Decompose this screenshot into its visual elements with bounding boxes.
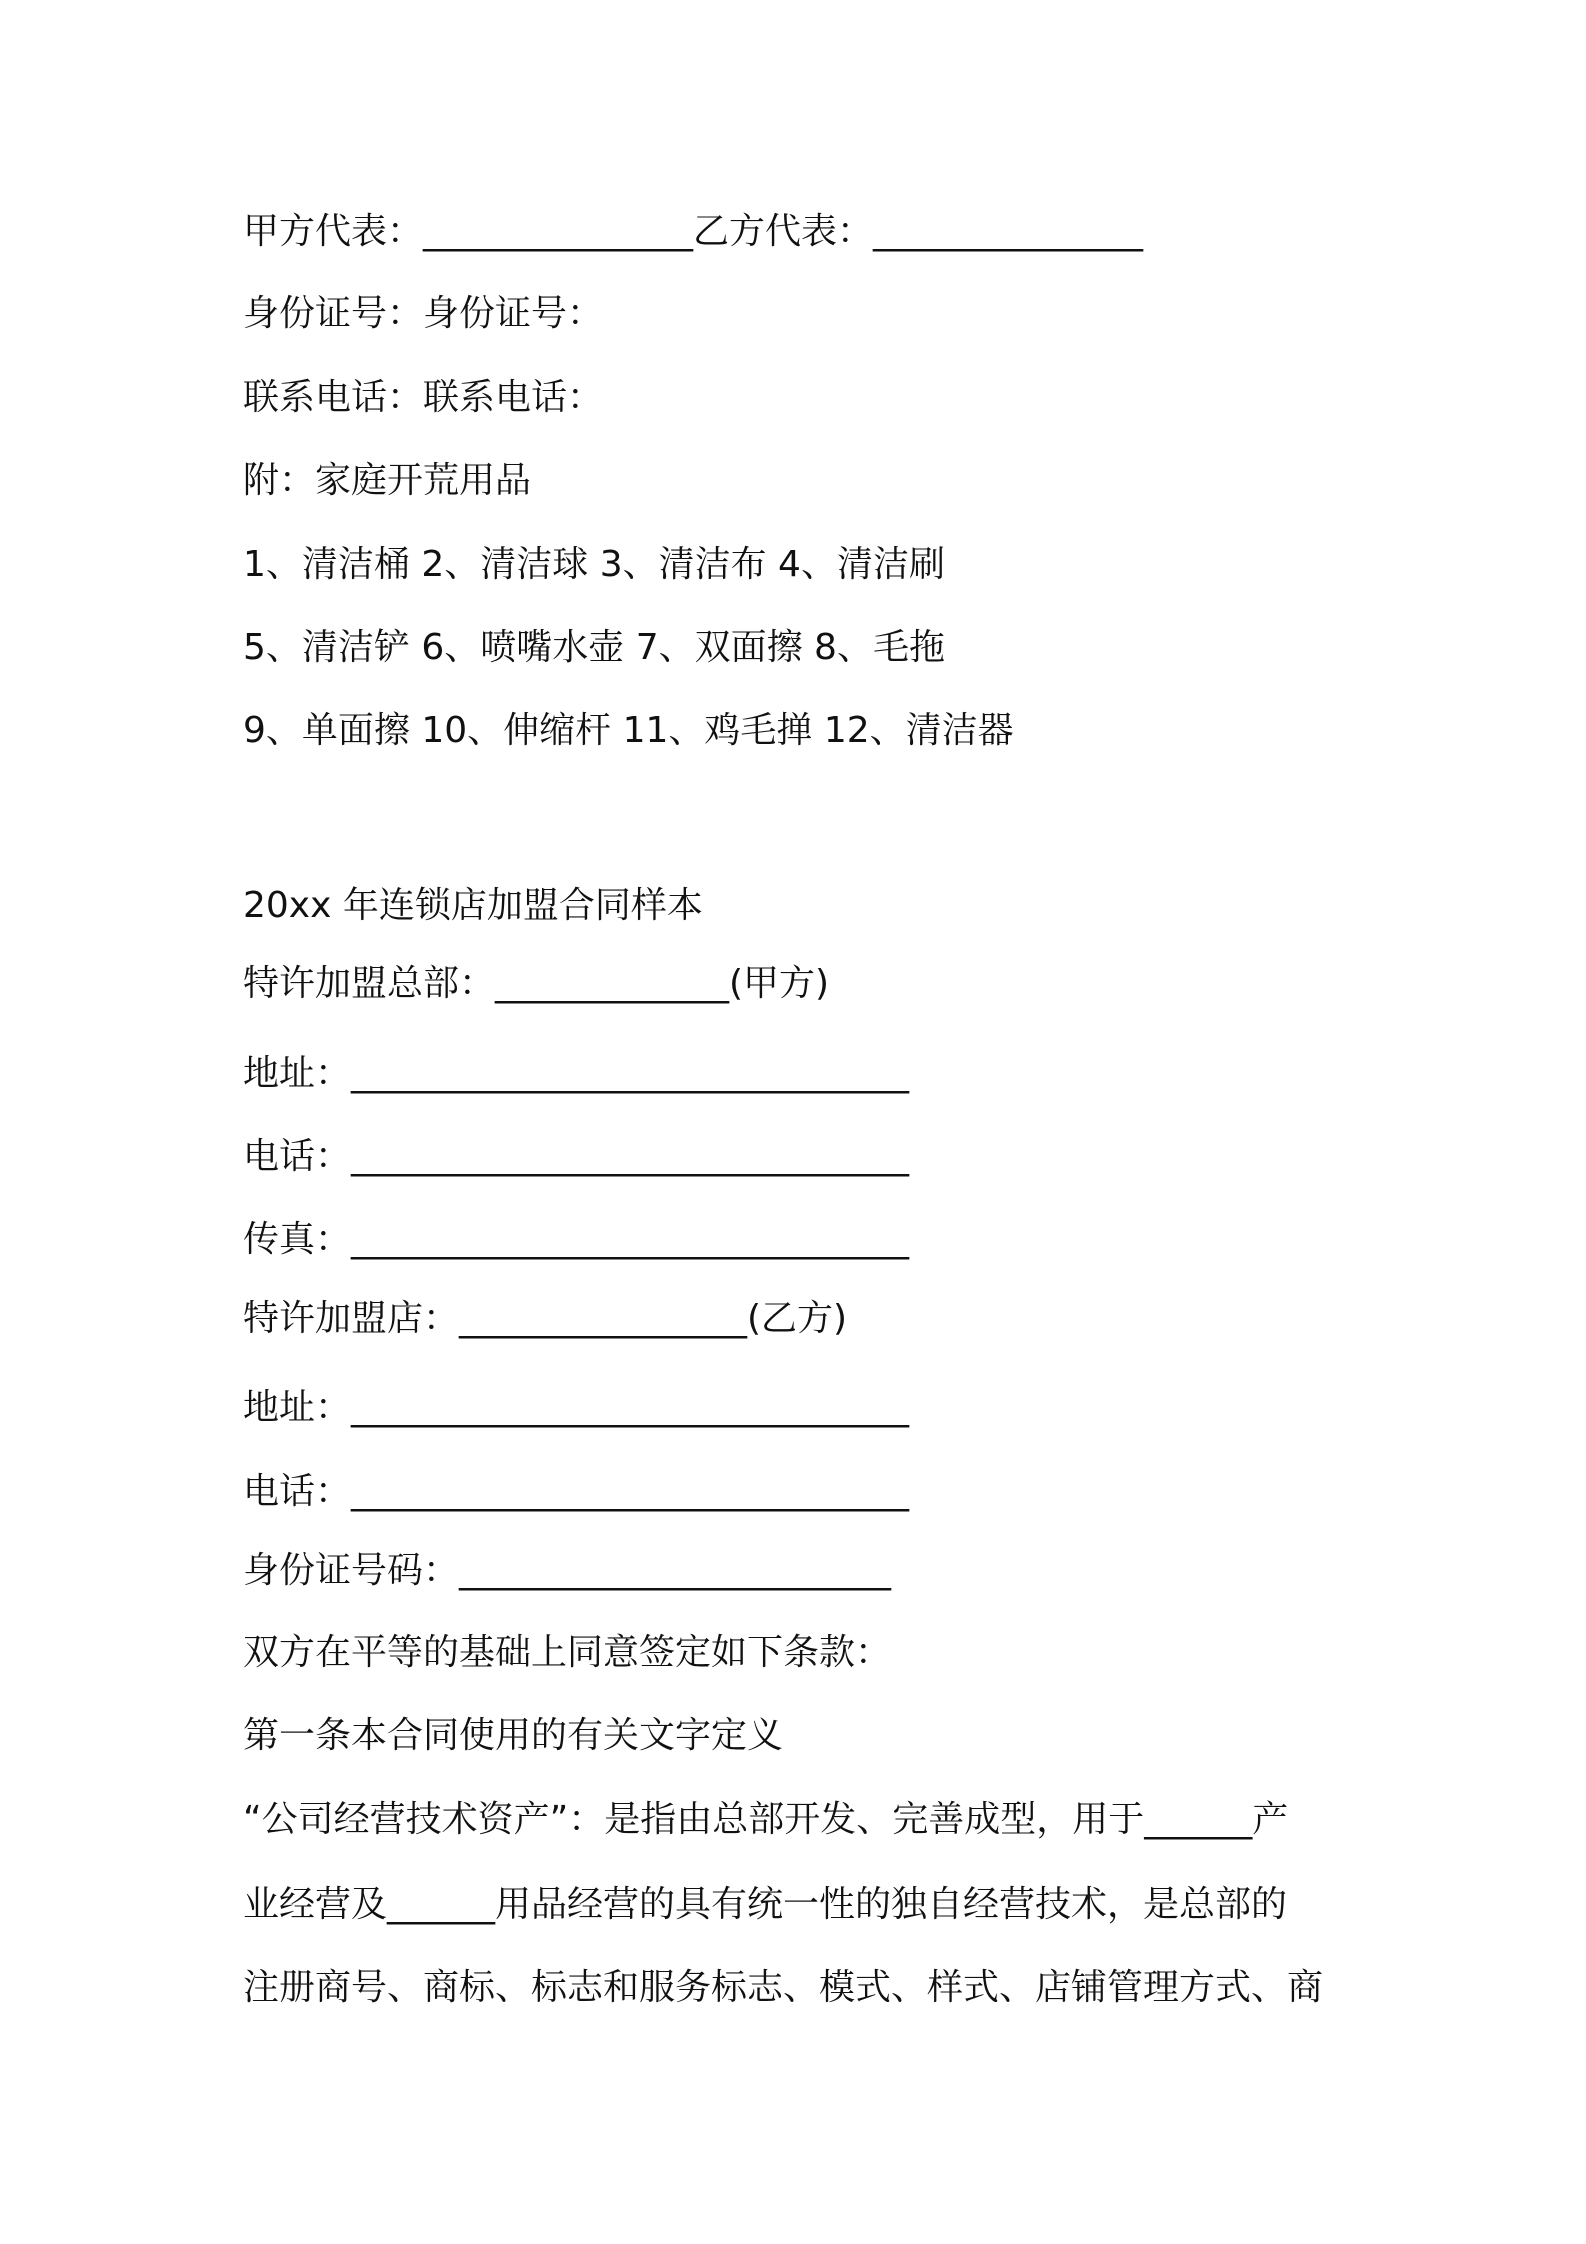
appendix-items-row-1: 1、清洁桶 2、清洁球 3、清洁布 4、清洁刷 [243,544,945,585]
franchisor-line: 特许加盟总部：_____________(甲方) [243,963,830,1004]
article-1-line-3: 注册商号、商标、标志和服务标志、模式、样式、店铺管理方式、商 [243,1967,1324,2008]
contact-phone-line: 联系电话：联系电话： [243,377,604,418]
representatives-line: 甲方代表：_______________乙方代表：_______________ [243,211,1144,252]
article-1-line-2: 业经营及______用品经营的具有统一性的独自经营技术，是总部的 [243,1884,1288,1925]
appendix-title: 附：家庭开荒用品 [243,460,532,501]
franchisee-address-line: 地址：_______________________________ [243,1387,910,1428]
franchisor-phone-line: 电话：_______________________________ [243,1136,910,1177]
appendix-items-row-3: 9、单面擦 10、伸缩杆 11、鸡毛掸 12、清洁器 [243,710,1014,751]
appendix-items-row-2: 5、清洁铲 6、喷嘴水壶 7、双面擦 8、毛拖 [243,627,945,668]
franchisee-id-line: 身份证号码：________________________ [243,1550,892,1591]
franchisee-phone-line: 电话：_______________________________ [243,1471,910,1512]
franchisor-address-line: 地址：_______________________________ [243,1053,910,1094]
article-1-title: 第一条本合同使用的有关文字定义 [243,1715,784,1756]
franchisee-line: 特许加盟店：________________(乙方) [243,1298,848,1339]
franchisor-fax-line: 传真：_______________________________ [243,1219,910,1260]
agreement-line: 双方在平等的基础上同意签定如下条款： [243,1632,892,1673]
article-1-line-1: “公司经营技术资产”：是指由总部开发、完善成型，用于______产 [243,1799,1289,1840]
contract-title: 20xx 年连锁店加盟合同样本 [243,885,703,926]
id-number-line: 身份证号：身份证号： [243,293,604,334]
